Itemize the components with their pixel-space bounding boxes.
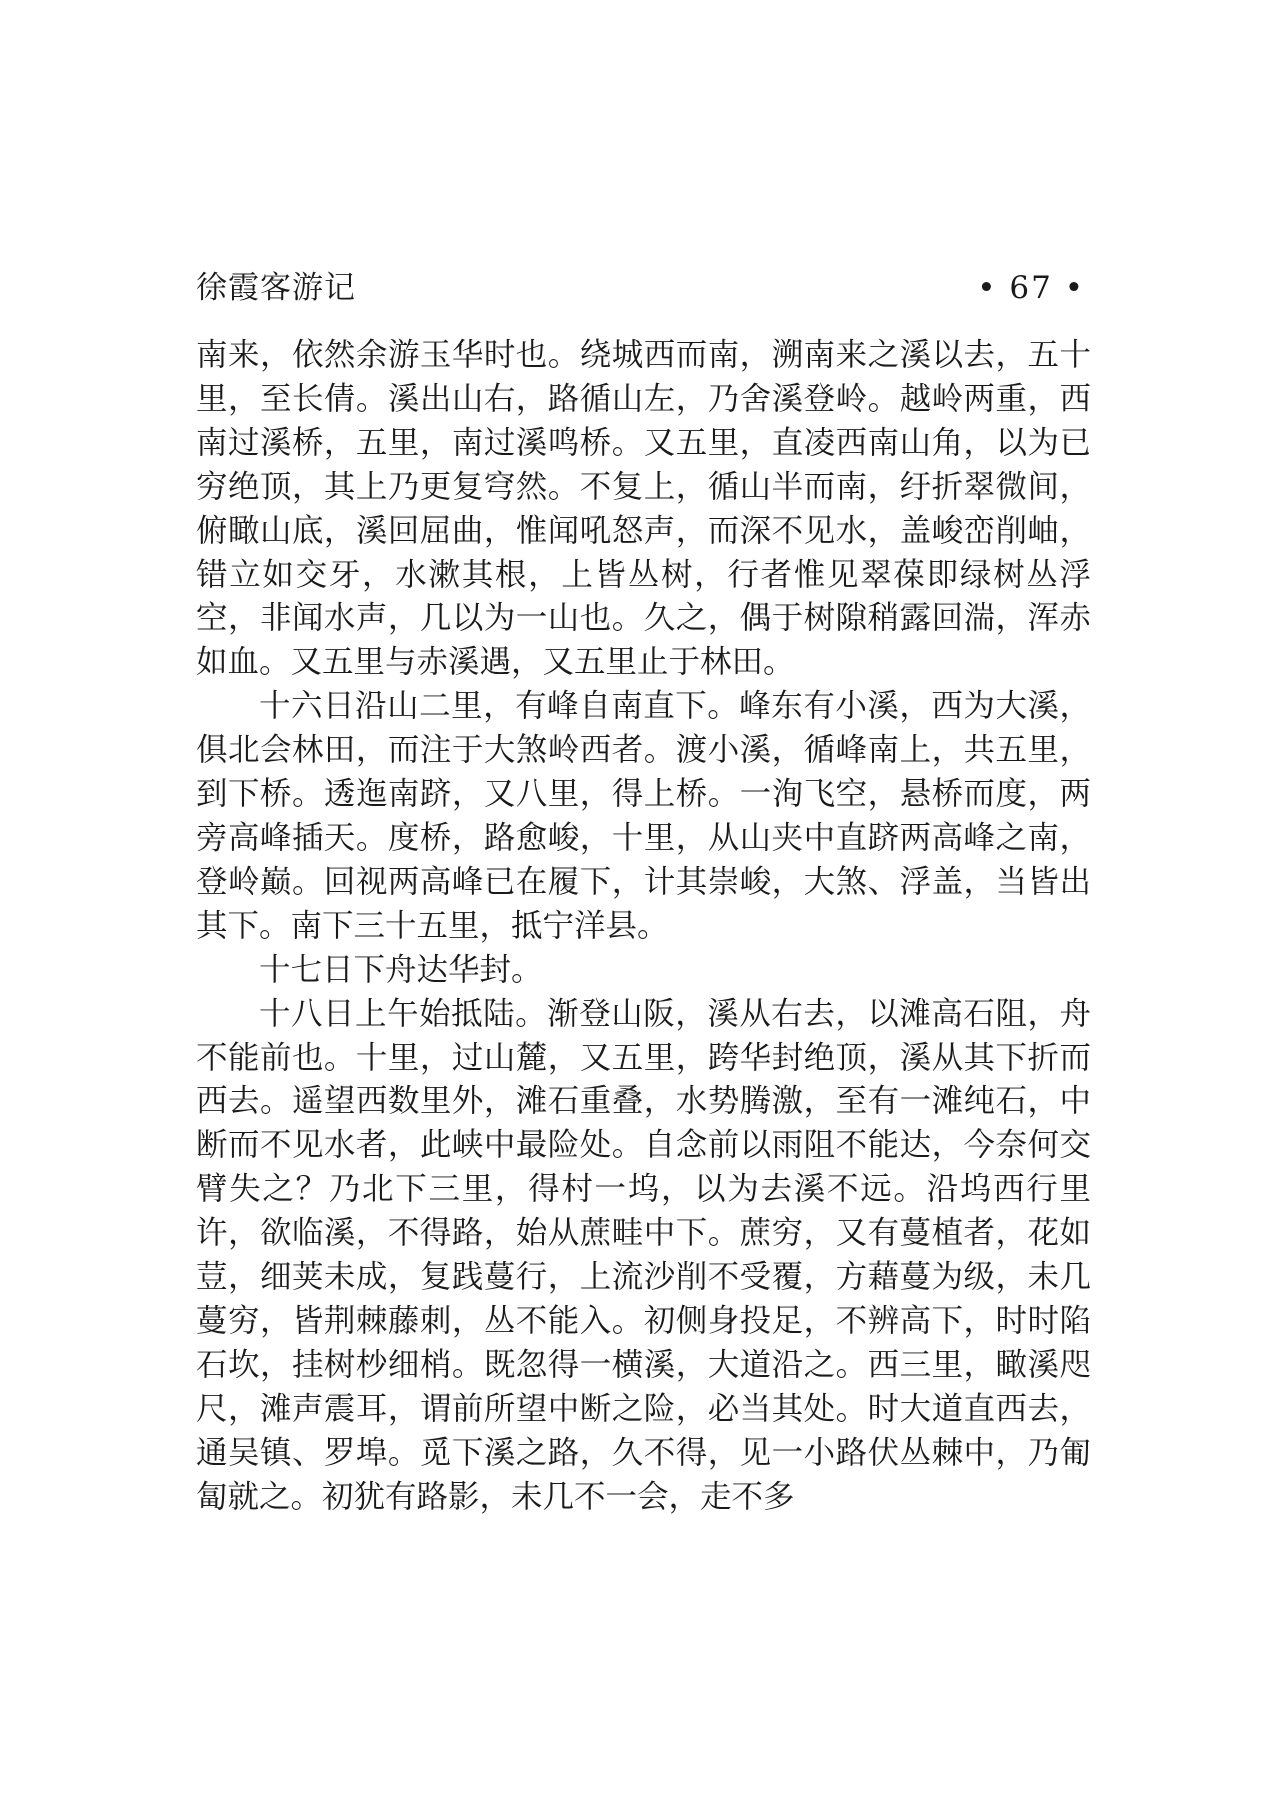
page-number: • 67 • bbox=[977, 270, 1085, 306]
paragraph: 十八日上午始抵陆。渐登山阪，溪从右去，以滩高石阻，舟不能前也。十里，过山麓，又五里，跨华封绝顶，溪从其下折而西去。遥望西数里外，滩石重叠，水势腾激，至有一滩纯石，中断而不见水者，此峡中最险处。自念前以雨阻不能达，今奈何交臂失之？乃北下三里，得村一坞，以为去溪不远。沿坞西行里许，欲临溪，不得路，始从蔗畦中下。蔗穷，又有蔓植者，花如荳，细荚未成，复践蔓行，上流沙削不受覆，方藉蔓为级，未几蔓穷，皆荆棘藤刺，丛不能入。初侧身投足，不辨高下，时时陷石坎，挂树杪细梢。既忽得一横溪，大道沿之。西三里，瞰溪咫尺，滩声震耳，谓前所望中断之险，必当其处。时大道直西去，通吴镇、罗埠。觅下溪之路，久不得，见一小路伏丛棘中，乃匍匐就之。初犹有路影，未几不一会，走不多 bbox=[196, 995, 1091, 1515]
body-text bbox=[196, 334, 1091, 1519]
running-header bbox=[196, 262, 1091, 316]
paragraph: 南来，依然余游玉华时也。绕城西而南，溯南来之溪以去，五十里，至长倩。溪出山右，路循山左，乃舍溪登岭。越岭两重，西南过溪桥，五里，南过溪鸣桥。又五里，直凌西南山角，以为已穷绝顶，其上乃更复穹然。不复上，循山半而南，纡折翠微间，俯瞰山底，溪回屈曲，惟闻吼怒声，而深不见水，盖峻峦削岫，错立如交牙，水漱其根，上皆丛树，行者惟见翠葆即绿树丛浮空，非闻水声，几以为一山也。久之，偶于树隙稍露回湍，浑赤如血。又五里与赤溪遇，又五里止于林田。 bbox=[196, 337, 1091, 681]
book-page bbox=[196, 262, 1091, 1519]
book-title: 徐霞客游记 bbox=[196, 270, 356, 306]
paragraph: 十六日沿山二里，有峰自南直下。峰东有小溪，西为大溪，俱北会林田，而注于大煞岭西者。渡小溪，循峰南上，共五里，到下桥。透迤南跻，又八里，得上桥。一洵飞空，悬桥而度，两旁高峰插天。度桥，路愈峻，十里，从山夹中直跻两高峰之南，登岭巅。回视两高峰已在履下，计其崇峻，大煞、浮盖，当皆出其下。南下三十五里，抵宁洋县。 bbox=[196, 688, 1091, 944]
paragraph: 十七日下舟达华封。 bbox=[259, 951, 543, 988]
